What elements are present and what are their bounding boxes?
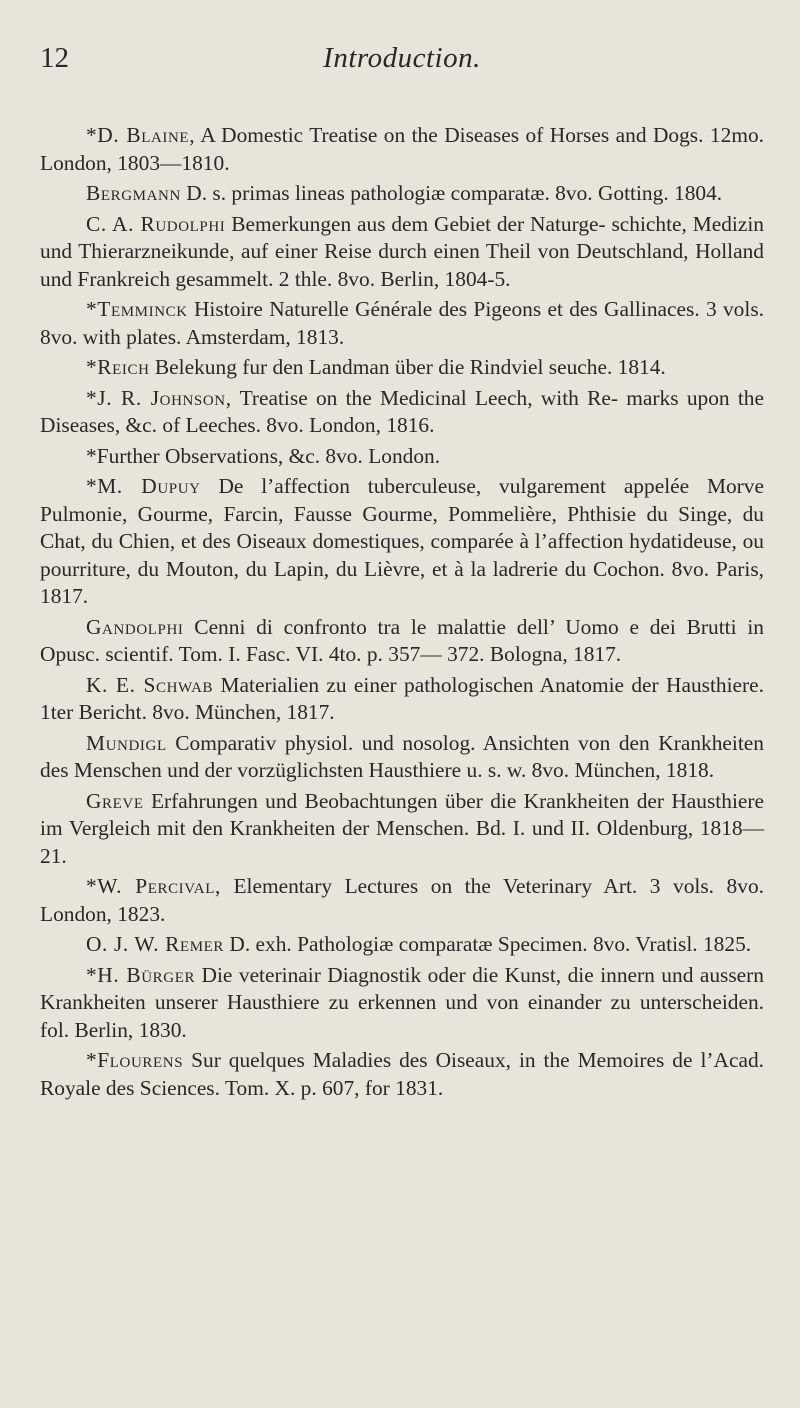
entry-text: Materialien zu einer pathologischen Anatomie der Hausthiere. 1ter Bericht. 8vo. München, 1817. — [40, 672, 765, 724]
entry-author: Greve — [86, 788, 144, 813]
entry-author: Mundigl — [86, 730, 167, 755]
entry-author: C. A. Rudolphi — [86, 211, 226, 236]
entry-text: D. s. primas lineas pathologiæ comparatæ. 8vo. Gotting. 1804. — [180, 181, 723, 205]
entry-text: D. exh. Pathologiæ comparatæ Specimen. 8vo. Vratisl. 1825. — [224, 932, 752, 956]
running-title: Introduction. — [323, 42, 481, 74]
bibliography-entry — [40, 873, 764, 928]
page-header — [40, 40, 764, 76]
bibliography-entry — [40, 730, 764, 785]
entry-author: Bergmann — [86, 181, 181, 205]
bibliography-entry — [40, 473, 764, 611]
entry-text: Bemerkungen aus dem Gebiet der Naturge- schichte, Medizin und Thierarzneikunde, auf einer Reise durch einen Theil von Deutschland, Holland und Frankreich gesammelt. 2 thle. 8vo. Berlin, 1804-5. — [40, 211, 764, 291]
bibliography-entry — [40, 122, 764, 177]
entry-author: *J. R. Johnson, — [86, 385, 232, 410]
entry-text: Erfahrungen und Beobachtungen über die Krankheiten der Hausthiere im Vergleich mit den Krankheiten der Menschen. Bd. I. und II. Oldenburg, 1818—21. — [40, 788, 764, 868]
entry-author: *D. Blaine, — [86, 123, 196, 147]
entry-text: Belekung fur den Landman über die Rindviel seuche. 1814. — [149, 355, 666, 379]
entry-author: Gandolphi — [86, 614, 184, 639]
entry-text: Die veterinair Diagnostik oder die Kunst, die innern und aussern Krankheiten unserer Hausthiere zu erkennen und von einander zu unterscheiden. fol. Berlin, 1830. — [40, 962, 764, 1042]
entry-author: K. E. Schwab — [86, 672, 214, 697]
entry-author: *Reich — [86, 355, 150, 379]
entry-text: Histoire Naturelle Générale des Pigeons et des Gallinaces. 3 vols. 8vo. with plates. Amsterdam, 1813. — [40, 297, 764, 349]
entry-text: Comparativ physiol. und nosolog. Ansichten von den Krankheiten des Menschen und der vorzüglichsten Hausthiere u. s. w. 8vo. München, 1818. — [40, 730, 764, 782]
bibliography-entry — [40, 962, 764, 1045]
bibliography-entry — [40, 180, 764, 208]
entry-text: *Further Observations, &c. 8vo. London. — [86, 443, 441, 468]
entry-text: De l’affection tuberculeuse, vulgarement appelée Morve Pulmonie, Gourme, Farcin, Fausse Gourme, Pommelière, Phthisie du Singe, du Chat, du Chien, et des Oiseaux domestiques, comparée à l’affection hydatideuse, ou pourriture, du Mouton, du Lapin, du Lièvre, et à la ladrerie du Cochon. 8vo. Paris, 1817. — [40, 474, 764, 608]
entry-text: A Domestic Treatise on the Diseases of Horses and Dogs. 12mo. London, 1803—1810. — [40, 123, 765, 175]
bibliography-entry — [40, 385, 764, 440]
entry-text: Treatise on the Medicinal Leech, with Re- marks upon the Diseases, &c. of Leeches. 8vo. London, 1816. — [40, 385, 764, 437]
entry-text: Sur quelques Maladies des Oiseaux, in the Memoires de l’Acad. Royale des Sciences. Tom. X. p. 607, for 1831. — [40, 1048, 764, 1100]
page-number: 12 — [40, 42, 69, 74]
entry-author: *W. Percival, — [86, 874, 221, 898]
entry-author: O. J. W. Remer — [86, 932, 225, 956]
entry-author: *H. Bürger — [86, 962, 196, 987]
bibliography-entry — [40, 443, 764, 471]
bibliography-entry — [40, 672, 764, 727]
entry-author: *M. Dupuy — [86, 474, 201, 498]
bibliography-entry — [40, 788, 764, 871]
bibliography-entry — [40, 296, 764, 351]
bibliography-entry — [40, 211, 764, 294]
bibliography-entry — [40, 1047, 764, 1102]
entry-author: *Flourens — [86, 1048, 184, 1072]
entry-author: *Temminck — [86, 297, 188, 321]
bibliography-list — [40, 122, 764, 1105]
bibliography-entry — [40, 354, 764, 382]
bibliography-entry — [40, 614, 764, 669]
entry-text: Cenni di confronto tra le malattie dell’ Uomo e dei Brutti in Opusc. scientif. Tom. I. Fasc. VI. 4to. p. 357— 372. Bologna, 1817. — [40, 614, 764, 666]
bibliography-entry — [40, 931, 764, 959]
entry-text: Elementary Lectures on the Veterinary Art. 3 vols. 8vo. London, 1823. — [40, 874, 764, 926]
